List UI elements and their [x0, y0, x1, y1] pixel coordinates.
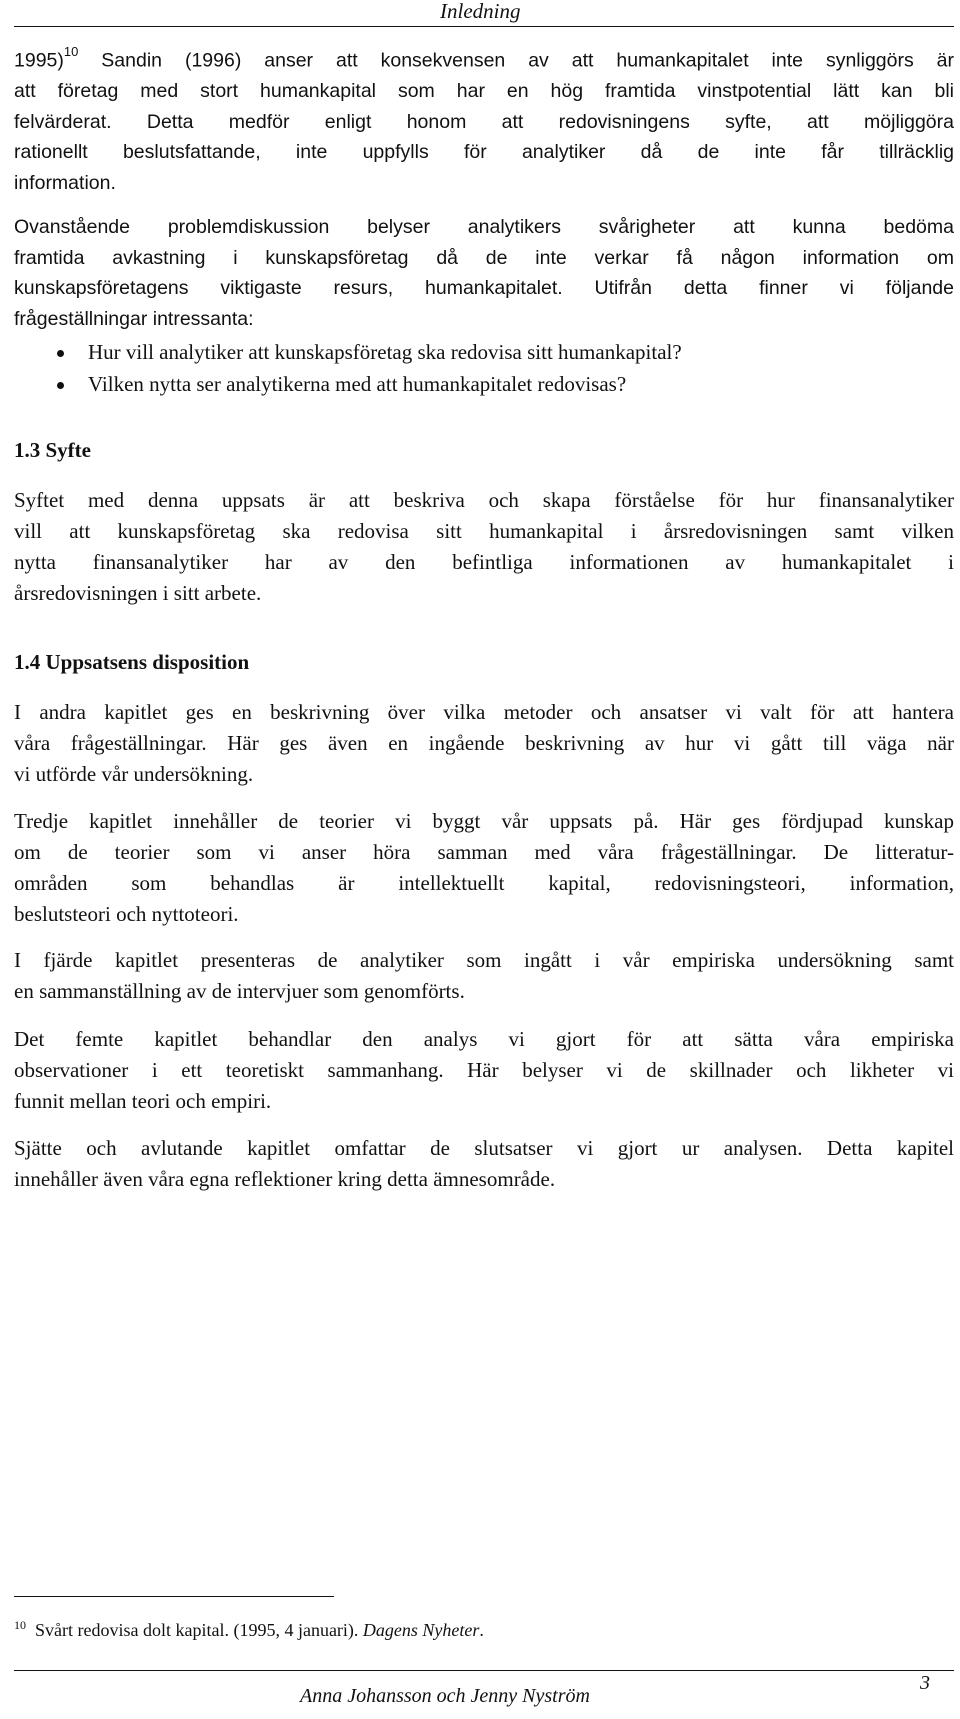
research-questions	[14, 336, 954, 400]
section-heading-disposition: 1.4 Uppsatsens disposition	[14, 650, 250, 674]
text-line: vi utförde vår undersökning.	[14, 762, 254, 786]
disposition-paragraph-3	[14, 945, 954, 1007]
text-line: områden som behandlas är intellektuellt kapital, redovisningsteori, information,	[14, 871, 954, 895]
footnote-source: Dagens Nyheter	[362, 1620, 480, 1640]
footnote-divider	[14, 1596, 334, 1597]
text-line: funnit mellan teori och empiri.	[14, 1089, 272, 1113]
text-line: Tredje kapitlet innehåller de teorier vi byggt vår uppsats på. Här ges fördjupad kunskap	[14, 809, 954, 833]
problem-line-2: framtida avkastning i kunskapsföretag då de inte verkar få någon information om	[14, 246, 954, 269]
disposition-paragraph-5	[14, 1133, 954, 1195]
bullet-icon	[57, 382, 64, 389]
problem-line-1: Ovanstående problemdiskussion belyser analytikers svårigheter att kunna bedöma	[14, 216, 954, 238]
section-heading-syfte: 1.3 Syfte	[14, 438, 91, 462]
intro-line-5: information.	[14, 171, 116, 194]
problem-line-3: kunskapsföretagens viktigaste resurs, humankapitalet. Utifrån detta finner vi följande	[14, 277, 954, 299]
disposition-paragraph-2	[14, 806, 954, 930]
problem-line-4: frågeställningar intressanta:	[14, 307, 254, 330]
syfte-line-2: vill att kunskapsföretag ska redovisa sitt humankapital i årsredovisningen samt vilken	[14, 519, 954, 543]
text-line: Sjätte och avlutande kapitlet omfattar de slutsatser vi gjort ur analysen. Detta kapitel	[14, 1136, 954, 1160]
text-line: observationer i ett teoretiskt sammanhang. Här belyser vi de skillnader och likheter vi	[14, 1058, 954, 1082]
text-line: I andra kapitlet ges en beskrivning över vilka metoder och ansatser vi valt för att hantera	[14, 700, 954, 724]
syfte-paragraph	[14, 485, 954, 609]
text-line: en sammanställning av de intervjuer som genomförts.	[14, 979, 465, 1003]
bullet-icon	[57, 350, 64, 357]
text-line: om de teorier som vi anser höra samman med våra frågeställningar. De litteratur-	[14, 840, 954, 864]
problem-paragraph	[14, 212, 954, 334]
footnote-number: 10	[14, 1618, 26, 1632]
running-header: Inledning	[440, 0, 521, 23]
text-line: innehåller även våra egna reflektioner kring detta ämnesområde.	[14, 1167, 556, 1191]
footer-authors: Anna Johansson och Jenny Nyström	[300, 1685, 590, 1707]
intro-line-3: felvärderat. Detta medför enligt honom att redovisningens syfte, att möjliggöra	[14, 110, 954, 133]
footer-divider	[14, 1670, 954, 1671]
intro-paragraph	[14, 40, 954, 198]
syfte-line-3: nytta finansanalytiker har av den befintliga informationen av humankapitalet i	[14, 550, 954, 574]
disposition-paragraph-1	[14, 697, 954, 790]
intro-line-4: rationellt beslutsfattande, inte uppfylls för analytiker då de inte får tillräcklig	[14, 141, 954, 163]
header-divider	[14, 26, 954, 27]
text-line: Det femte kapitlet behandlar den analys vi gjort för att sätta våra empiriska	[14, 1027, 954, 1051]
page-number: 3	[920, 1672, 930, 1694]
text-line: beslutsteori och nyttoteori.	[14, 902, 239, 926]
syfte-line-4: årsredovisningen i sitt arbete.	[14, 581, 262, 605]
text-line: våra frågeställningar. Här ges även en ingående beskrivning av hur vi gått till väga när	[14, 731, 954, 755]
list-item: Hur vill analytiker att kunskapsföretag ska redovisa sitt humankapital?	[14, 336, 954, 368]
intro-line-2: att företag med stort humankapital som har en hög framtida vinstpotential lätt kan bli	[14, 80, 954, 102]
intro-line-1: 1995)$^{10}$ Sandin (1996) anser att konsekvensen av att humankapitalet inte synliggörs är	[14, 44, 955, 72]
list-item: Vilken nytta ser analytikerna med att humankapitalet redovisas?	[14, 368, 954, 400]
footnote-reference: 10	[63, 44, 79, 59]
syfte-line-1: Syftet med denna uppsats är att beskriva och skapa förståelse för hur finansanalytiker	[14, 488, 954, 512]
footnote: $^{10}$ Svårt redovisa dolt kapital. (1995, 4 januari). Dagens Nyheter.	[14, 1618, 484, 1640]
text-line: I fjärde kapitlet presenteras de analytiker som ingått i vår empiriska undersökning samt	[14, 948, 954, 972]
disposition-paragraph-4	[14, 1024, 954, 1117]
